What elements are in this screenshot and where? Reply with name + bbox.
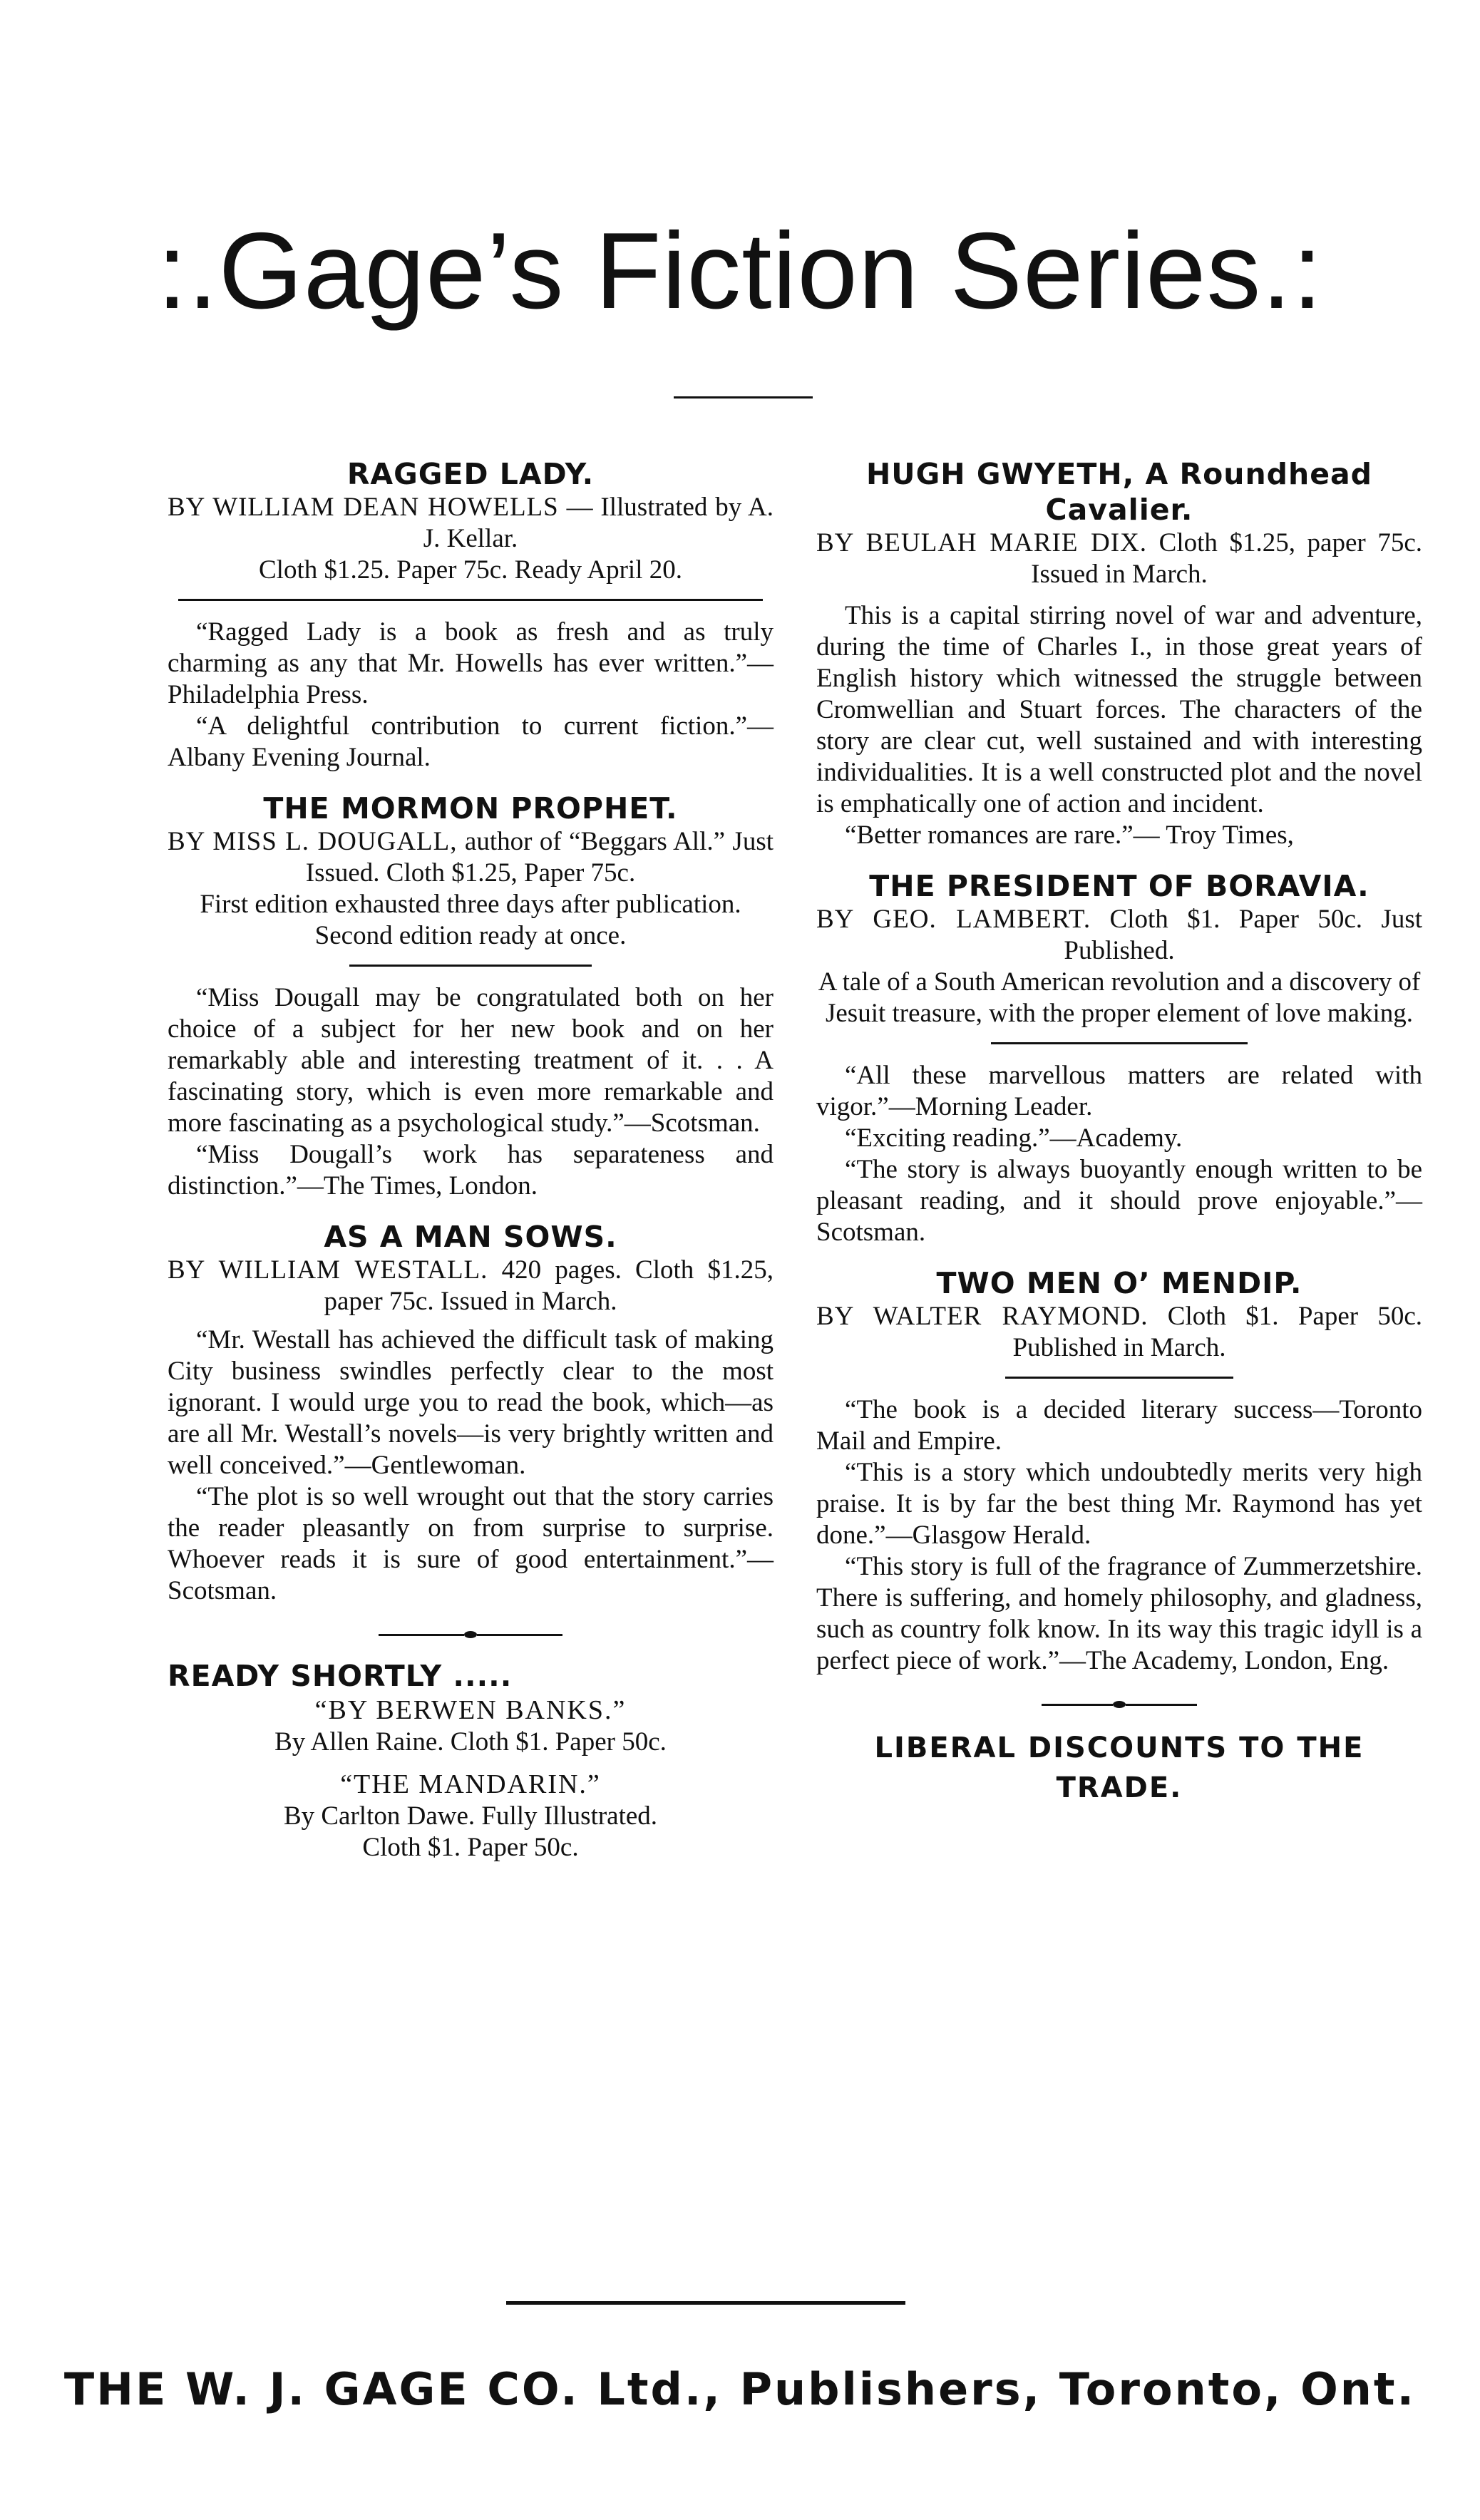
- ready-shortly-heading: READY SHORTLY .....: [168, 1659, 513, 1693]
- footer-divider: [506, 2301, 905, 2305]
- review-quote: “The book is a decided literary success—Toronto Mail and Empire.: [816, 1395, 1422, 1456]
- edition-note: First edition exhausted three days after publication. Second edition ready at once.: [200, 890, 741, 950]
- byline-details: Cloth $1. Paper 50c. Published in March.: [1012, 1302, 1422, 1362]
- book-byline: [816, 1301, 1422, 1364]
- book-title: THE PRESIDENT OF BORAVIA.: [869, 869, 1369, 903]
- review-quote: “Mr. Westall has achieved the difficult task of making City business swindles perfectly clear to the most ignorant. I would urge you to read the book, which—as are all Mr. Westall’s novels—is very brightly written and well conceived.”—Gentlewoman.: [168, 1325, 774, 1480]
- book-description: A tale of a South American revolution and a discovery of Jesuit treasure, with the proper element of love making.: [818, 967, 1421, 1028]
- review-quote: “Miss Dougall’s work has separateness and distinction.”—The Times, London.: [168, 1140, 774, 1200]
- byline-details: — Illustrated by A. J. Kellar.: [423, 493, 774, 553]
- byline-details: Cloth $1.25, paper 75c. Issued in March.: [1031, 528, 1422, 589]
- author-name: BY BEULAH MARIE DIX.: [816, 528, 1148, 557]
- upcoming-title: “THE MANDARIN.”: [340, 1769, 601, 1799]
- review-quote: “This is a story which undoubtedly merits very high praise. It is by far the best thing Mr. Raymond has yet done.”—Glasgow Herald.: [816, 1458, 1422, 1550]
- book-price: Cloth $1.25. Paper 75c. Ready April 20.: [259, 555, 682, 585]
- book-title: THE MORMON PROPHET.: [263, 791, 678, 826]
- byline-details: author of “Beggars All.” Just Issued. Cloth $1.25, Paper 75c.: [305, 827, 774, 888]
- byline-details: 420 pages. Cloth $1.25, paper 75c. Issued in March.: [324, 1255, 774, 1316]
- author-name: BY MISS L. DOUGALL,: [168, 827, 458, 856]
- review-quote: “Ragged Lady is a book as fresh and as truly charming as any that Mr. Howells has ever written.”—Philadelphia Press.: [168, 617, 774, 709]
- book-byline: [168, 1255, 774, 1317]
- review-quote: “The plot is so well wrought out that the story carries the reader pleasantly on from surprise to surprise. Whoever reads it is sure of good entertainment.”—Scotsman.: [168, 1482, 774, 1605]
- page-title: :.Gage’s Fiction Series.:: [157, 210, 1323, 331]
- review-quote: “All these marvellous matters are related with vigor.”—Morning Leader.: [816, 1061, 1422, 1121]
- upcoming-details: By Carlton Dawe. Fully Illustrated.: [283, 1801, 658, 1831]
- upcoming-details: By Allen Raine. Cloth $1. Paper 50c.: [274, 1727, 667, 1757]
- review-quote: “Miss Dougall may be congratulated both on her choice of a subject for her new book and on her remarkably able and interesting treatment of it. . . A fascinating story, which is even more remarkable and more fascinating as a psychological study.”—Scotsman.: [168, 983, 774, 1138]
- section-divider: [178, 599, 763, 601]
- left-column: [168, 456, 774, 1863]
- review-quote: “The story is always buoyantly enough written to be pleasant reading, and it should prove enjoyable.”—Scotsman.: [816, 1155, 1422, 1247]
- upcoming-details: Cloth $1. Paper 50c.: [362, 1833, 579, 1862]
- book-byline: [816, 528, 1422, 590]
- trade-discount-notice: LIBERAL DISCOUNTS TO THE TRADE.: [874, 1732, 1365, 1804]
- book-title: HUGH GWYETH, A Roundhead Cavalier.: [865, 457, 1373, 527]
- section-divider: [991, 1042, 1248, 1044]
- book-byline: [168, 492, 774, 555]
- ornamental-divider: [816, 1701, 1422, 1708]
- review-quote: This is a capital stirring novel of war and adventure, during the time of Charles I., in those great years of English history which witnessed the struggle between Cromwellian and Stuart forces. The characters of the story are clear cut, well sustained and with interesting individualities. It is a well constructed plot and the novel is emphatically one of action and incident.: [816, 601, 1422, 818]
- author-name: BY WILLIAM DEAN HOWELLS: [168, 493, 559, 522]
- review-quote: “Better romances are rare.”— Troy Times,: [845, 821, 1294, 850]
- author-name: BY GEO. LAMBERT.: [816, 905, 1091, 934]
- book-byline: [168, 826, 774, 889]
- title-divider: [674, 396, 813, 398]
- ornamental-divider: [168, 1631, 774, 1638]
- book-title: AS A MAN SOWS.: [324, 1220, 617, 1254]
- byline-details: Cloth $1. Paper 50c. Just Published.: [1064, 905, 1422, 965]
- author-name: BY WILLIAM WESTALL.: [168, 1255, 488, 1285]
- section-divider: [1005, 1377, 1233, 1379]
- review-quote: “A delightful contribution to current fiction.”—Albany Evening Journal.: [168, 711, 774, 772]
- review-quote: “Exciting reading.”—Academy.: [845, 1123, 1183, 1153]
- section-divider: [349, 965, 592, 967]
- book-title: RAGGED LADY.: [346, 457, 595, 491]
- book-byline: [816, 904, 1422, 967]
- review-quote: “This story is full of the fragrance of Zummerzetshire. There is suffering, and homely philosophy, and gladness, such as country folk know. In its way this tragic idyll is a perfect piece of work.”—The Academy, London, Eng.: [816, 1552, 1422, 1675]
- book-title: TWO MEN O’ MENDIP.: [936, 1266, 1302, 1300]
- author-name: BY WALTER RAYMOND.: [816, 1302, 1148, 1331]
- right-column: [816, 456, 1422, 1808]
- upcoming-title: “BY BERWEN BANKS.”: [314, 1695, 627, 1725]
- publisher-footer: THE W. J. GAGE CO. Ltd., Publishers, Toronto, Ont.: [63, 2363, 1417, 2415]
